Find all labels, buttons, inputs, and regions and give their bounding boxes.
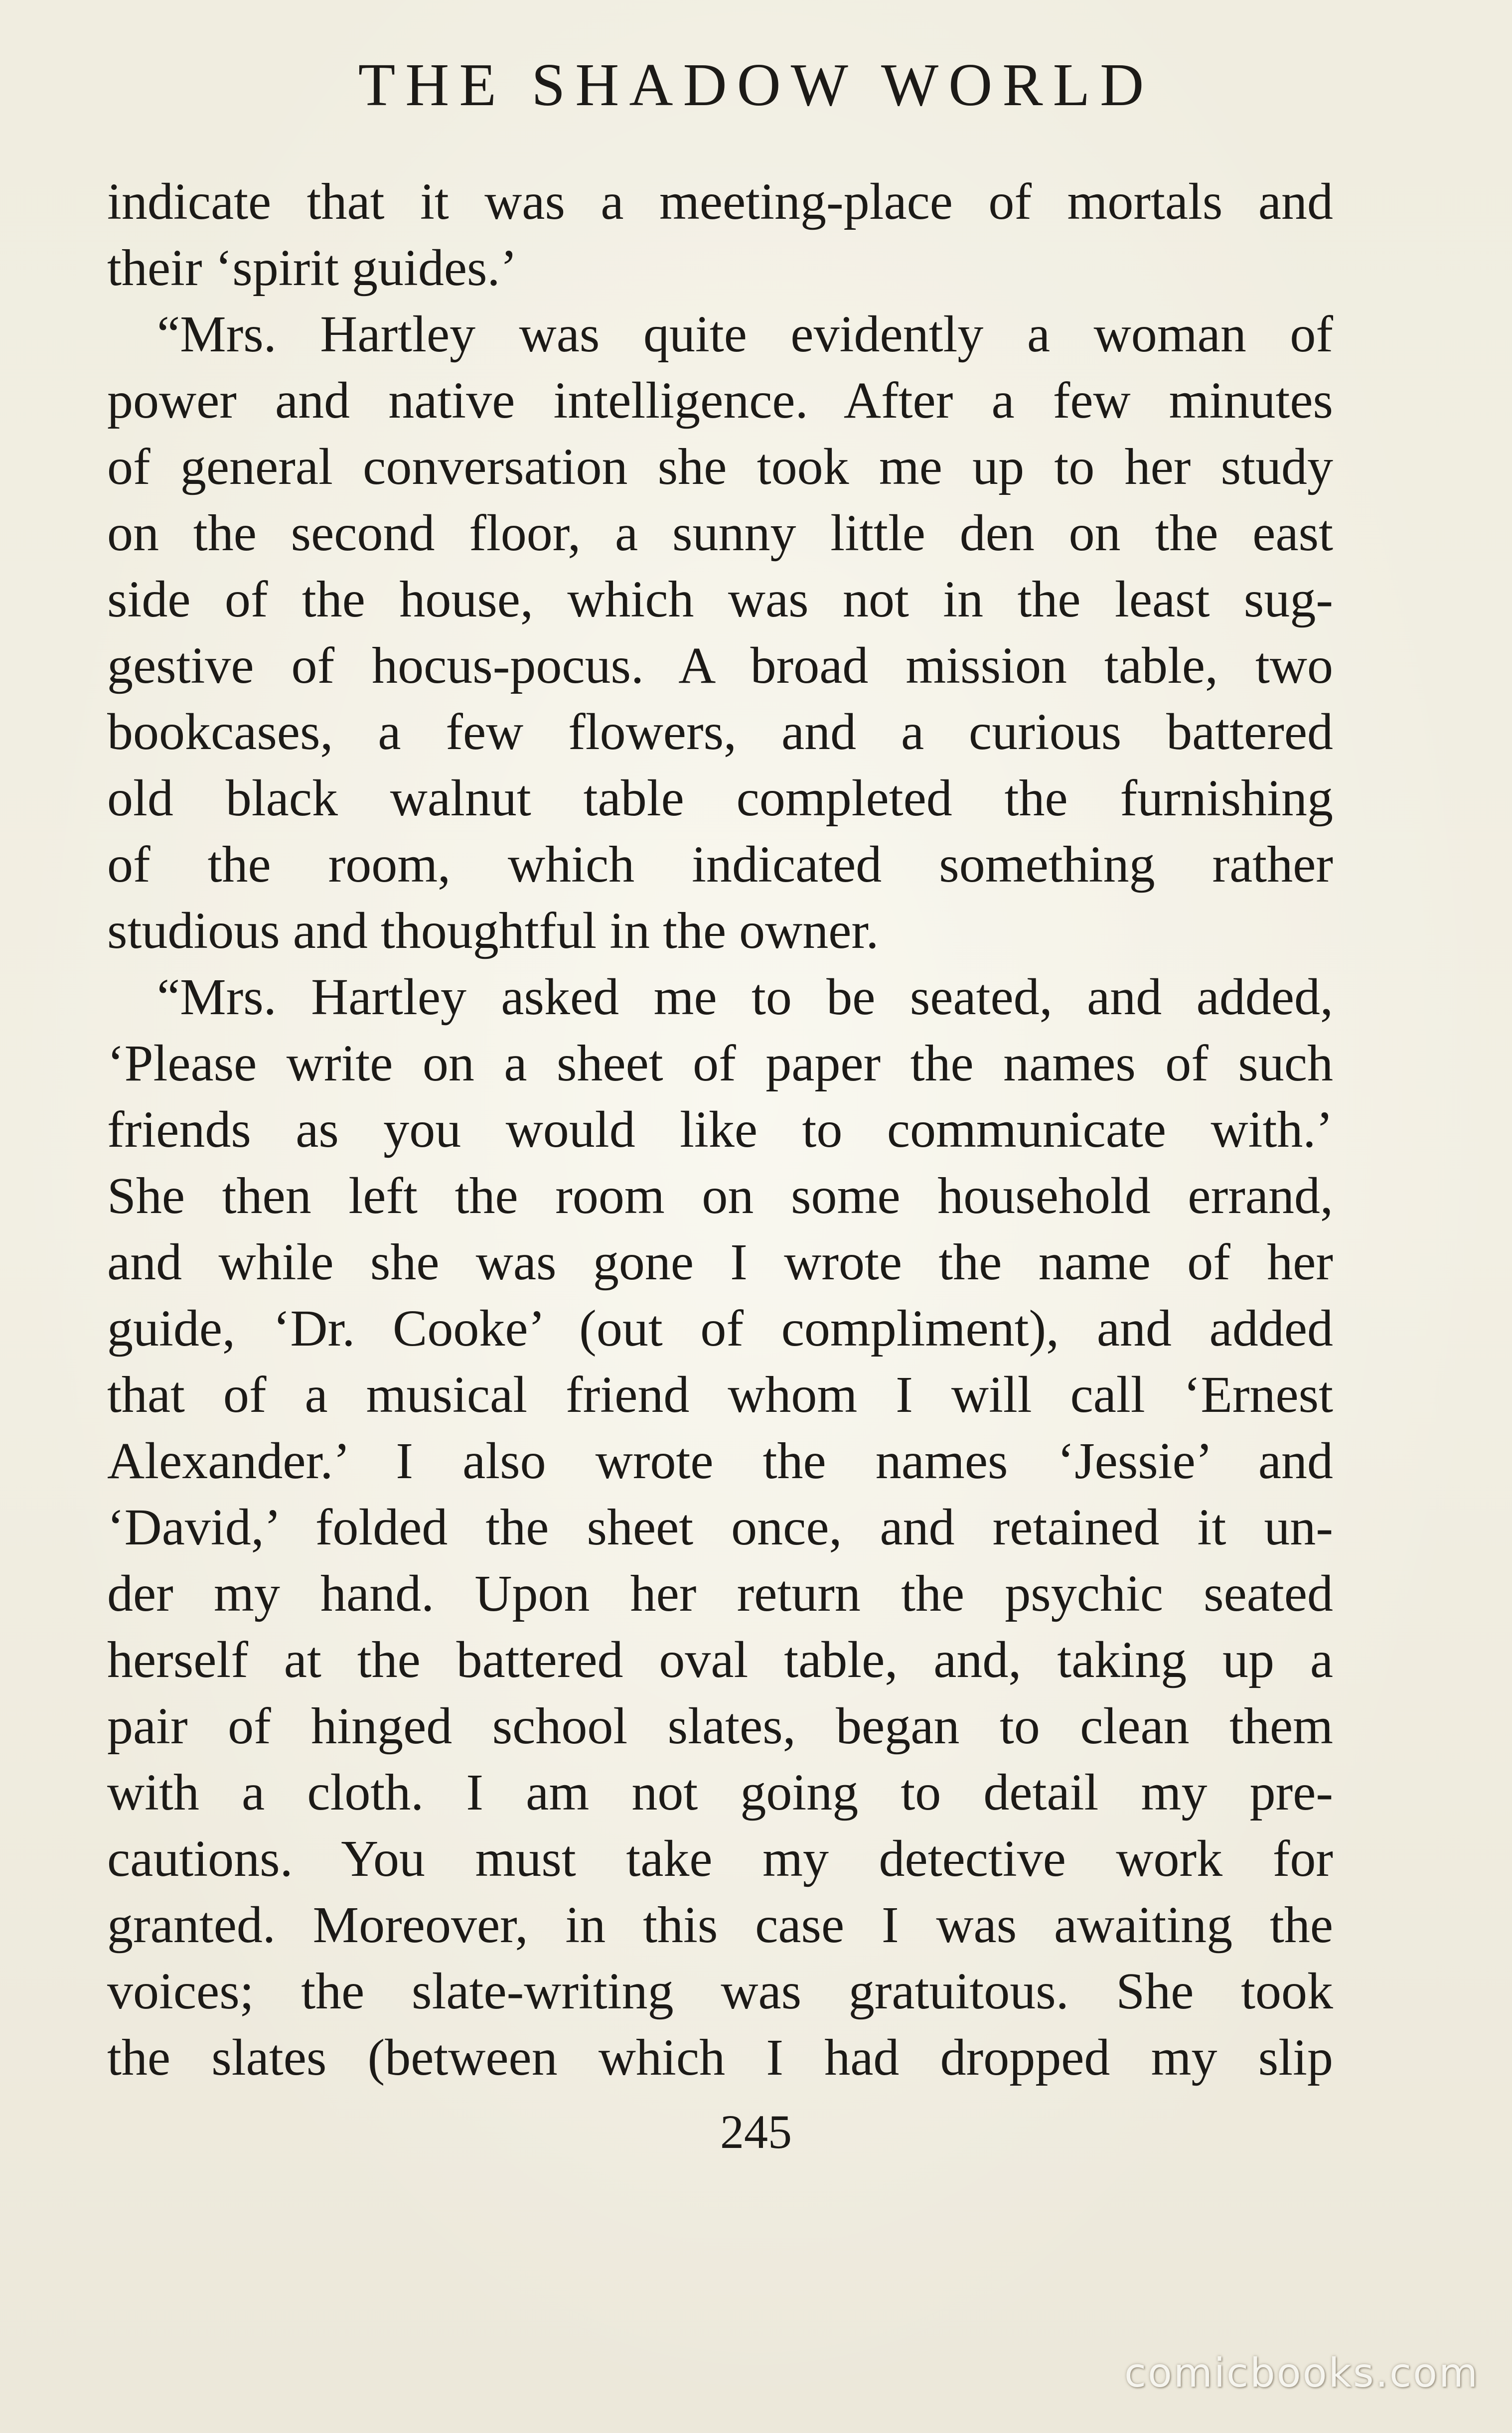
page-number: 245: [720, 2105, 792, 2158]
text-line: guide, ‘Dr. Cooke’ (out of compliment), and added: [107, 1300, 1333, 1357]
text-line: old black walnut table completed the furnishing: [107, 769, 1333, 827]
text-line: “Mrs. Hartley was quite evidently a woman of: [157, 305, 1333, 363]
text-line: studious and thoughtful in the owner.: [107, 902, 879, 959]
text-line: that of a musical friend whom I will call ‘Ernest: [107, 1366, 1333, 1423]
text-line: bookcases, a few flowers, and a curious battered: [107, 703, 1333, 760]
text-line: indicate that it was a meeting-place of mortals and: [107, 173, 1333, 230]
text-line: Alexander.’ I also wrote the names ‘Jessie’ and: [107, 1432, 1333, 1490]
text-line: of the room, which indicated something rather: [107, 836, 1333, 893]
text-line: power and native intelligence. After a few minutes: [107, 372, 1333, 429]
text-line: their ‘spirit guides.’: [107, 239, 518, 297]
text-line: cautions. You must take my detective work for: [107, 1830, 1333, 1887]
text-line: and while she was gone I wrote the name of her: [107, 1233, 1333, 1291]
text-line: pair of hinged school slates, began to clean them: [107, 1697, 1333, 1755]
text-line: granted. Moreover, in this case I was awaiting the: [107, 1896, 1333, 1954]
watermark: comicbooks.com: [1124, 2350, 1479, 2396]
text-line: with a cloth. I am not going to detail my pre-: [107, 1764, 1333, 1821]
text-line: friends as you would like to communicate with.’: [107, 1101, 1333, 1158]
text-line: side of the house, which was not in the least sug-: [107, 571, 1333, 628]
text-line: She then left the room on some household errand,: [107, 1167, 1333, 1224]
text-line: voices; the slate-writing was gratuitous. She took: [107, 1963, 1333, 2020]
text-line: on the second floor, a sunny little den on the east: [107, 504, 1333, 562]
text-line: of general conversation she took me up to her study: [107, 438, 1333, 495]
running-head: THE SHADOW WORLD: [358, 51, 1154, 119]
text-line: gestive of hocus-pocus. A broad mission table, two: [107, 637, 1333, 694]
text-line: the slates (between which I had dropped my slip: [107, 2029, 1333, 2086]
text-line: der my hand. Upon her return the psychic seated: [107, 1565, 1333, 1622]
body-text: [107, 168, 1333, 2091]
text-line: herself at the battered oval table, and, taking up a: [107, 1631, 1333, 1688]
text-line: ‘David,’ folded the sheet once, and retained it un-: [107, 1499, 1333, 1556]
text-line: “Mrs. Hartley asked me to be seated, and added,: [157, 968, 1333, 1026]
text-line: ‘Please write on a sheet of paper the names of such: [107, 1035, 1333, 1092]
